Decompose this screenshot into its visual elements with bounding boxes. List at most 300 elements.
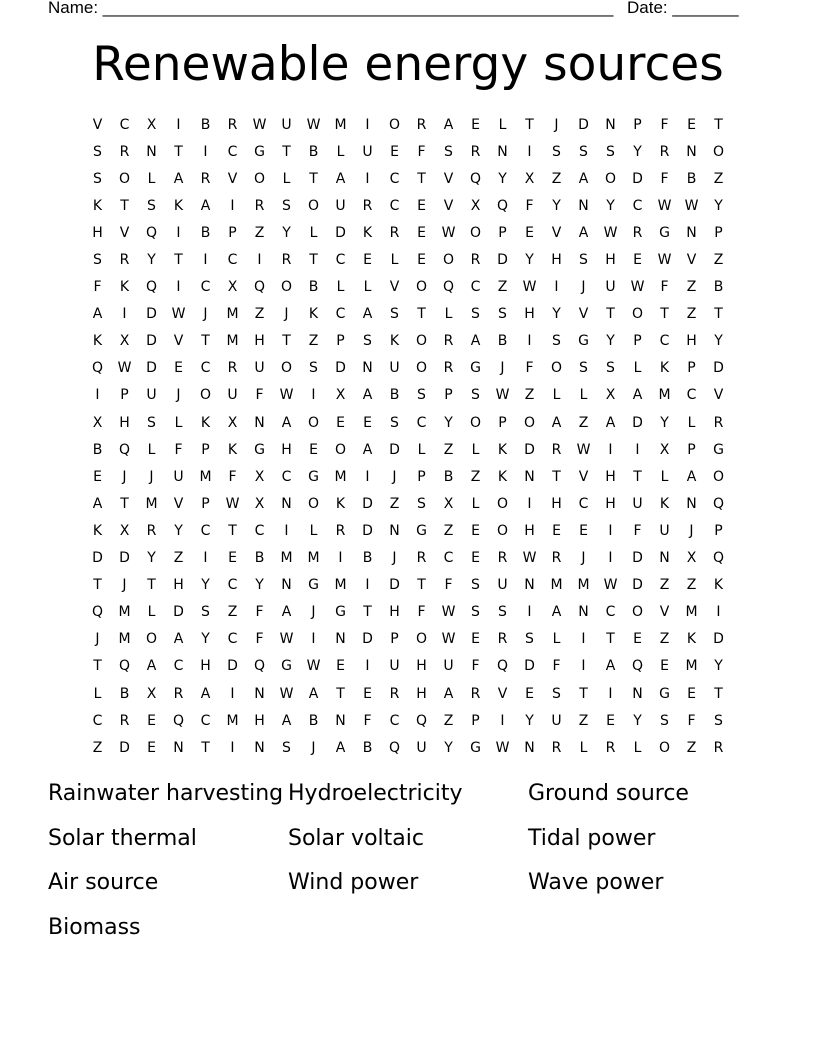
grid-letter[interactable]: I (527, 143, 532, 160)
grid-letter[interactable]: P (228, 224, 237, 241)
grid-letter[interactable]: R (227, 360, 238, 377)
grid-letter[interactable]: W (603, 577, 618, 594)
grid-letter[interactable]: G (713, 441, 724, 458)
grid-letter[interactable]: S (579, 360, 588, 377)
grid-letter[interactable]: P (714, 224, 723, 241)
grid-letter[interactable]: T (147, 577, 156, 594)
grid-letter[interactable]: S (390, 414, 399, 431)
grid-letter[interactable]: N (335, 631, 346, 648)
grid-letter[interactable]: E (417, 252, 426, 269)
grid-letter[interactable]: V (713, 387, 724, 404)
grid-letter[interactable]: X (227, 279, 238, 296)
grid-letter[interactable]: Z (713, 252, 724, 269)
grid-letter[interactable]: D (146, 333, 157, 350)
grid-letter[interactable]: I (581, 631, 586, 648)
grid-letter[interactable]: H (524, 522, 535, 539)
grid-letter[interactable]: I (176, 279, 181, 296)
grid-letter[interactable]: N (173, 739, 184, 756)
grid-letter[interactable]: V (497, 685, 508, 702)
grid-letter[interactable]: N (632, 685, 643, 702)
grid-letter[interactable]: A (281, 712, 292, 729)
grid-letter[interactable]: O (415, 631, 428, 648)
grid-letter[interactable]: E (525, 685, 534, 702)
grid-letter[interactable]: R (551, 739, 562, 756)
grid-letter[interactable]: L (147, 604, 156, 621)
grid-letter[interactable]: P (471, 712, 480, 729)
grid-letter[interactable]: S (714, 712, 723, 729)
grid-letter[interactable]: L (174, 414, 183, 431)
grid-letter[interactable]: G (470, 360, 481, 377)
grid-letter[interactable]: S (93, 252, 102, 269)
grid-letter[interactable]: T (552, 468, 561, 485)
grid-letter[interactable]: R (389, 224, 400, 241)
grid-letter[interactable]: T (93, 658, 102, 675)
grid-letter[interactable]: R (443, 360, 454, 377)
grid-letter[interactable]: R (497, 631, 508, 648)
grid-letter[interactable]: T (660, 306, 669, 323)
grid-letter[interactable]: D (713, 360, 724, 377)
grid-letter[interactable]: B (389, 387, 400, 404)
grid-letter[interactable]: Z (713, 170, 724, 187)
grid-letter[interactable]: H (605, 468, 616, 485)
grid-letter[interactable]: P (120, 387, 129, 404)
grid-letter[interactable]: B (200, 224, 211, 241)
grid-letter[interactable]: N (389, 522, 400, 539)
grid-letter[interactable]: T (714, 685, 723, 702)
grid-letter[interactable]: C (200, 360, 211, 377)
grid-letter[interactable]: O (118, 170, 131, 187)
grid-letter[interactable]: I (230, 685, 235, 702)
grid-letter[interactable]: I (608, 441, 613, 458)
grid-letter[interactable]: U (362, 143, 373, 160)
grid-letter[interactable]: I (230, 739, 235, 756)
grid-letter[interactable]: K (497, 468, 508, 485)
grid-letter[interactable]: T (579, 685, 588, 702)
grid-letter[interactable]: A (173, 170, 184, 187)
grid-letter[interactable]: A (200, 685, 211, 702)
grid-letter[interactable]: O (712, 143, 725, 160)
grid-letter[interactable]: O (253, 170, 266, 187)
grid-letter[interactable]: C (389, 170, 400, 187)
grid-letter[interactable]: O (307, 495, 320, 512)
grid-letter[interactable]: Z (578, 414, 589, 431)
grid-letter[interactable]: S (552, 685, 561, 702)
grid-letter[interactable]: O (550, 360, 563, 377)
grid-letter[interactable]: C (335, 306, 346, 323)
grid-letter[interactable]: M (334, 116, 347, 133)
grid-letter[interactable]: T (525, 116, 534, 133)
grid-letter[interactable]: E (471, 116, 480, 133)
grid-letter[interactable]: F (228, 468, 237, 485)
grid-letter[interactable]: W (522, 550, 537, 567)
grid-letter[interactable]: R (551, 441, 562, 458)
grid-letter[interactable]: S (660, 712, 669, 729)
grid-letter[interactable]: P (201, 495, 210, 512)
grid-letter[interactable]: C (605, 604, 616, 621)
grid-letter[interactable]: Z (686, 279, 697, 296)
grid-letter[interactable]: N (524, 739, 535, 756)
grid-letter[interactable]: W (495, 387, 510, 404)
grid-letter[interactable]: W (171, 306, 186, 323)
grid-letter[interactable]: N (578, 604, 589, 621)
grid-letter[interactable]: T (120, 495, 129, 512)
grid-letter[interactable]: J (554, 116, 559, 133)
grid-letter[interactable]: C (335, 252, 346, 269)
grid-letter[interactable]: Z (686, 739, 697, 756)
grid-letter[interactable]: M (226, 306, 239, 323)
grid-letter[interactable]: H (686, 333, 697, 350)
grid-letter[interactable]: C (389, 197, 400, 214)
grid-letter[interactable]: L (633, 360, 642, 377)
grid-letter[interactable]: P (390, 631, 399, 648)
grid-letter[interactable]: X (443, 495, 454, 512)
grid-letter[interactable]: S (417, 387, 426, 404)
grid-letter[interactable]: Y (255, 577, 264, 594)
grid-letter[interactable]: G (416, 522, 427, 539)
grid-letter[interactable]: Y (525, 252, 534, 269)
grid-letter[interactable]: P (498, 224, 507, 241)
grid-letter[interactable]: Q (91, 604, 104, 621)
grid-letter[interactable]: O (280, 279, 293, 296)
grid-letter[interactable]: F (660, 116, 669, 133)
grid-letter[interactable]: A (335, 170, 346, 187)
grid-letter[interactable]: V (659, 604, 670, 621)
grid-letter[interactable]: Y (282, 224, 291, 241)
grid-letter[interactable]: E (633, 252, 642, 269)
grid-letter[interactable]: I (176, 116, 181, 133)
grid-letter[interactable]: P (687, 360, 696, 377)
grid-letter[interactable]: O (496, 495, 509, 512)
grid-letter[interactable]: S (471, 306, 480, 323)
grid-letter[interactable]: T (336, 685, 345, 702)
grid-letter[interactable]: N (281, 495, 292, 512)
grid-letter[interactable]: L (417, 441, 426, 458)
grid-letter[interactable]: M (685, 604, 698, 621)
grid-letter[interactable]: I (338, 550, 343, 567)
grid-letter[interactable]: D (92, 550, 103, 567)
grid-letter[interactable]: I (365, 658, 370, 675)
grid-letter[interactable]: X (146, 116, 157, 133)
grid-letter[interactable]: F (417, 604, 426, 621)
grid-letter[interactable]: K (92, 522, 103, 539)
grid-letter[interactable]: H (254, 333, 265, 350)
grid-letter[interactable]: M (550, 577, 563, 594)
grid-letter[interactable]: Z (551, 170, 562, 187)
grid-letter[interactable]: R (605, 739, 616, 756)
grid-letter[interactable]: L (660, 468, 669, 485)
grid-letter[interactable]: Y (174, 522, 183, 539)
grid-letter[interactable]: F (363, 712, 372, 729)
grid-letter[interactable]: E (228, 550, 237, 567)
grid-letter[interactable]: H (524, 306, 535, 323)
grid-letter[interactable]: T (201, 333, 210, 350)
grid-letter[interactable]: H (173, 577, 184, 594)
grid-letter[interactable]: X (470, 197, 481, 214)
grid-letter[interactable]: R (119, 143, 130, 160)
grid-letter[interactable]: Z (308, 333, 319, 350)
grid-letter[interactable]: E (417, 197, 426, 214)
grid-letter[interactable]: A (308, 685, 319, 702)
grid-letter[interactable]: L (363, 279, 372, 296)
grid-letter[interactable]: R (443, 333, 454, 350)
grid-letter[interactable]: D (524, 441, 535, 458)
grid-letter[interactable]: J (311, 604, 316, 621)
grid-letter[interactable]: K (362, 224, 373, 241)
grid-letter[interactable]: I (311, 631, 316, 648)
grid-letter[interactable]: H (119, 414, 130, 431)
grid-letter[interactable]: D (632, 170, 643, 187)
grid-letter[interactable]: C (227, 143, 238, 160)
grid-letter[interactable]: Y (714, 658, 723, 675)
grid-letter[interactable]: J (95, 631, 100, 648)
grid-letter[interactable]: H (254, 712, 265, 729)
grid-letter[interactable]: N (659, 550, 670, 567)
grid-letter[interactable]: I (122, 306, 127, 323)
grid-letter[interactable]: S (309, 360, 318, 377)
grid-letter[interactable]: E (633, 631, 642, 648)
grid-letter[interactable]: R (389, 685, 400, 702)
grid-letter[interactable]: A (281, 414, 292, 431)
grid-letter[interactable]: S (201, 604, 210, 621)
grid-letter[interactable]: R (281, 252, 292, 269)
grid-letter[interactable]: O (280, 360, 293, 377)
grid-letter[interactable]: W (441, 604, 456, 621)
grid-letter[interactable]: C (119, 116, 130, 133)
grid-letter[interactable]: N (578, 197, 589, 214)
grid-letter[interactable]: E (309, 441, 318, 458)
grid-letter[interactable]: D (227, 658, 238, 675)
grid-letter[interactable]: P (498, 414, 507, 431)
grid-letter[interactable]: G (659, 685, 670, 702)
grid-letter[interactable]: J (392, 550, 397, 567)
grid-letter[interactable]: O (307, 197, 320, 214)
grid-letter[interactable]: P (714, 522, 723, 539)
grid-letter[interactable]: X (146, 685, 157, 702)
grid-letter[interactable]: G (254, 441, 265, 458)
grid-letter[interactable]: T (714, 116, 723, 133)
grid-letter[interactable]: R (470, 685, 481, 702)
grid-letter[interactable]: J (581, 550, 586, 567)
grid-letter[interactable]: K (659, 495, 670, 512)
grid-letter[interactable]: L (552, 387, 561, 404)
grid-letter[interactable]: V (119, 224, 130, 241)
grid-letter[interactable]: Y (606, 333, 615, 350)
grid-letter[interactable]: U (389, 658, 400, 675)
grid-letter[interactable]: K (497, 441, 508, 458)
grid-letter[interactable]: O (469, 414, 482, 431)
grid-letter[interactable]: V (173, 495, 184, 512)
grid-letter[interactable]: E (606, 712, 615, 729)
date-field[interactable]: Date: _______ (627, 0, 739, 17)
grid-letter[interactable]: E (579, 522, 588, 539)
grid-letter[interactable]: L (390, 252, 399, 269)
grid-letter[interactable]: M (145, 495, 158, 512)
grid-letter[interactable]: N (335, 712, 346, 729)
grid-letter[interactable]: P (417, 468, 426, 485)
grid-letter[interactable]: B (443, 468, 454, 485)
grid-letter[interactable]: E (471, 522, 480, 539)
grid-letter[interactable]: P (633, 116, 642, 133)
grid-letter[interactable]: B (92, 441, 103, 458)
grid-letter[interactable]: Y (444, 414, 453, 431)
grid-letter[interactable]: Q (496, 197, 509, 214)
grid-letter[interactable]: S (444, 143, 453, 160)
grid-letter[interactable]: M (658, 387, 671, 404)
grid-letter[interactable]: Z (497, 279, 508, 296)
grid-letter[interactable]: O (712, 468, 725, 485)
grid-letter[interactable]: Q (118, 441, 131, 458)
grid-letter[interactable]: C (200, 522, 211, 539)
grid-letter[interactable]: T (93, 577, 102, 594)
grid-letter[interactable]: D (389, 441, 400, 458)
grid-letter[interactable]: L (147, 441, 156, 458)
grid-letter[interactable]: Z (659, 577, 670, 594)
grid-letter[interactable]: L (633, 739, 642, 756)
grid-letter[interactable]: F (471, 658, 480, 675)
grid-letter[interactable]: V (227, 170, 238, 187)
grid-letter[interactable]: S (363, 333, 372, 350)
grid-letter[interactable]: U (227, 387, 238, 404)
grid-letter[interactable]: F (174, 441, 183, 458)
grid-letter[interactable]: S (147, 414, 156, 431)
grid-letter[interactable]: A (173, 631, 184, 648)
grid-letter[interactable]: D (119, 739, 130, 756)
grid-letter[interactable]: M (334, 468, 347, 485)
grid-letter[interactable]: N (524, 468, 535, 485)
grid-letter[interactable]: S (282, 197, 291, 214)
grid-letter[interactable]: Q (253, 658, 266, 675)
grid-letter[interactable]: I (527, 604, 532, 621)
grid-letter[interactable]: V (443, 170, 454, 187)
grid-letter[interactable]: A (578, 170, 589, 187)
grid-letter[interactable]: E (417, 224, 426, 241)
grid-letter[interactable]: Z (524, 387, 535, 404)
grid-letter[interactable]: Q (253, 279, 266, 296)
grid-letter[interactable]: Z (686, 577, 697, 594)
grid-letter[interactable]: O (658, 739, 671, 756)
grid-letter[interactable]: I (203, 252, 208, 269)
grid-letter[interactable]: C (227, 577, 238, 594)
grid-letter[interactable]: X (524, 170, 535, 187)
grid-letter[interactable]: E (147, 712, 156, 729)
grid-letter[interactable]: D (497, 252, 508, 269)
grid-letter[interactable]: W (630, 279, 645, 296)
grid-letter[interactable]: R (659, 143, 670, 160)
grid-letter[interactable]: U (551, 712, 562, 729)
grid-letter[interactable]: L (444, 306, 453, 323)
grid-letter[interactable]: Z (443, 441, 454, 458)
grid-letter[interactable]: Q (631, 658, 644, 675)
grid-letter[interactable]: F (633, 522, 642, 539)
grid-letter[interactable]: Q (415, 712, 428, 729)
grid-letter[interactable]: F (255, 387, 264, 404)
grid-letter[interactable]: C (281, 468, 292, 485)
grid-letter[interactable]: S (606, 360, 615, 377)
grid-letter[interactable]: C (470, 279, 481, 296)
grid-letter[interactable]: N (254, 685, 265, 702)
grid-letter[interactable]: H (200, 658, 211, 675)
grid-letter[interactable]: I (230, 197, 235, 214)
grid-letter[interactable]: L (471, 441, 480, 458)
grid-letter[interactable]: U (335, 197, 346, 214)
grid-letter[interactable]: R (119, 712, 130, 729)
grid-letter[interactable]: I (554, 279, 559, 296)
grid-letter[interactable]: U (632, 495, 643, 512)
grid-letter[interactable]: A (146, 658, 157, 675)
grid-letter[interactable]: C (443, 550, 454, 567)
grid-letter[interactable]: Z (578, 712, 589, 729)
grid-letter[interactable]: C (632, 197, 643, 214)
grid-letter[interactable]: Q (712, 495, 725, 512)
grid-letter[interactable]: Y (714, 197, 723, 214)
grid-letter[interactable]: C (92, 712, 103, 729)
grid-letter[interactable]: G (281, 658, 292, 675)
grid-letter[interactable]: D (146, 306, 157, 323)
grid-letter[interactable]: Y (498, 170, 507, 187)
grid-letter[interactable]: X (686, 550, 697, 567)
grid-letter[interactable]: E (174, 360, 183, 377)
grid-letter[interactable]: Y (444, 739, 453, 756)
grid-letter[interactable]: B (362, 550, 373, 567)
grid-letter[interactable]: A (362, 441, 373, 458)
grid-letter[interactable]: I (527, 333, 532, 350)
grid-letter[interactable]: N (254, 414, 265, 431)
grid-letter[interactable]: R (551, 550, 562, 567)
grid-letter[interactable]: B (119, 685, 130, 702)
grid-letter[interactable]: B (308, 712, 319, 729)
grid-letter[interactable]: P (201, 441, 210, 458)
grid-letter[interactable]: L (93, 685, 102, 702)
grid-letter[interactable]: K (200, 414, 211, 431)
grid-letter[interactable]: I (500, 712, 505, 729)
grid-letter[interactable]: X (605, 387, 616, 404)
grid-letter[interactable]: I (608, 685, 613, 702)
grid-letter[interactable]: K (713, 577, 724, 594)
grid-letter[interactable]: W (603, 224, 618, 241)
grid-letter[interactable]: T (606, 631, 615, 648)
grid-letter[interactable]: R (119, 252, 130, 269)
grid-letter[interactable]: R (470, 252, 481, 269)
grid-letter[interactable]: W (495, 739, 510, 756)
grid-letter[interactable]: W (522, 279, 537, 296)
grid-letter[interactable]: F (687, 712, 696, 729)
grid-letter[interactable]: W (306, 116, 321, 133)
grid-letter[interactable]: U (659, 522, 670, 539)
grid-letter[interactable]: F (552, 658, 561, 675)
grid-letter[interactable]: M (685, 658, 698, 675)
grid-letter[interactable]: L (579, 387, 588, 404)
grid-letter[interactable]: T (633, 468, 642, 485)
grid-letter[interactable]: O (631, 604, 644, 621)
grid-letter[interactable]: S (93, 143, 102, 160)
grid-letter[interactable]: H (605, 252, 616, 269)
grid-letter[interactable]: D (335, 224, 346, 241)
grid-letter[interactable]: C (659, 333, 670, 350)
grid-letter[interactable]: J (392, 468, 397, 485)
grid-letter[interactable]: H (281, 441, 292, 458)
grid-letter[interactable]: F (525, 197, 534, 214)
grid-letter[interactable]: O (415, 279, 428, 296)
grid-letter[interactable]: P (633, 333, 642, 350)
grid-letter[interactable]: B (713, 279, 724, 296)
grid-letter[interactable]: P (687, 441, 696, 458)
grid-letter[interactable]: O (631, 306, 644, 323)
grid-letter[interactable]: K (659, 360, 670, 377)
grid-letter[interactable]: C (200, 279, 211, 296)
grid-letter[interactable]: K (92, 197, 103, 214)
grid-letter[interactable]: T (201, 739, 210, 756)
grid-letter[interactable]: O (469, 224, 482, 241)
